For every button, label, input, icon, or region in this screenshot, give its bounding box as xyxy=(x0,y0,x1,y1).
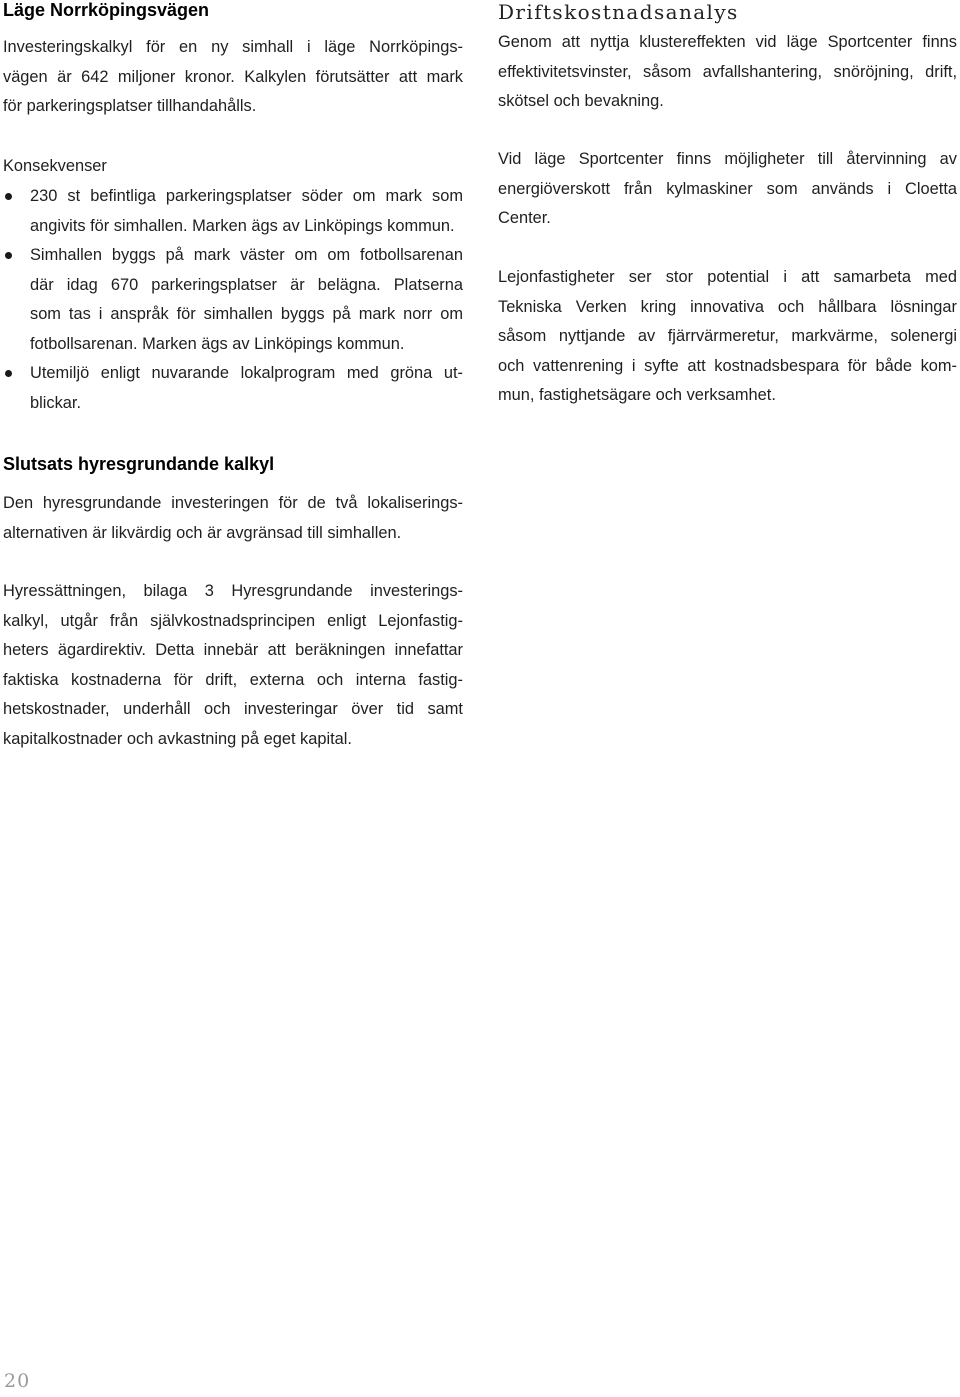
paragraph-line: faktiska kostnaderna för drift, externa och interna fastig- xyxy=(3,670,463,689)
list-item xyxy=(3,241,463,359)
list-item-line: angivits för simhallen. Marken ägs av Linköpings kommun. xyxy=(30,216,455,235)
section-heading-slutsats: Slutsats hyresgrundande kalkyl xyxy=(3,454,275,474)
paragraph-line: Tekniska Verken kring innovativa och hållbara lösningar xyxy=(498,297,957,316)
paragraph-line: kapitalkostnader och avkastning på eget kapital. xyxy=(3,729,352,748)
paragraph-line: såsom nyttjande av fjärrvärmeretur, markvärme, solenergi xyxy=(498,327,957,345)
intro-paragraph xyxy=(3,33,463,122)
list-item-line: Utemiljö enligt nuvarande lokalprogram med gröna ut- xyxy=(30,364,463,382)
list-item-line: där idag 670 parkeringsplatser är belägna. Platserna xyxy=(30,275,463,294)
conclusion-paragraph-1 xyxy=(3,489,463,548)
list-item xyxy=(3,359,463,418)
driftskostnad-paragraph-3 xyxy=(498,263,957,411)
paragraph-line: effektivitetsvinster, såsom avfallshantering, snöröjning, drift, xyxy=(498,62,957,81)
intro-line: vägen är 642 miljoner kronor. Kalkylen förutsätter att mark xyxy=(3,67,463,86)
paragraph-line: Lejonfastigheter ser stor potential i att samarbeta med xyxy=(498,268,957,286)
paragraph-line: Genom att nyttja klustereffekten vid läge Sportcenter finns xyxy=(498,33,957,51)
intro-line: för parkeringsplatser tillhandahålls. xyxy=(3,97,257,115)
list-item-line: Simhallen byggs på mark väster om om fotbollsarenan xyxy=(30,246,463,264)
bullet-icon xyxy=(5,370,12,377)
paragraph-line: Den hyresgrundande investeringen för de två lokaliserings- xyxy=(3,494,463,512)
list-item-line: fotbollsarenan. Marken ägs av Linköpings kommun. xyxy=(30,334,405,353)
paragraph-line: Center. xyxy=(498,209,551,227)
list-item-line: 230 st befintliga parkeringsplatser söder om mark som xyxy=(30,187,463,205)
paragraph-line: Hyressättningen, bilaga 3 Hyresgrundande investerings- xyxy=(3,582,463,600)
conclusion-paragraph-2 xyxy=(3,577,463,754)
paragraph-line: heters ägardirektiv. Detta innebär att beräkningen innefattar xyxy=(3,641,463,659)
paragraph-line: skötsel och bevakning. xyxy=(498,92,664,110)
bullet-icon xyxy=(5,252,12,259)
list-item-line: blickar. xyxy=(30,393,82,412)
paragraph-line: mun, fastighetsägare och verksamhet. xyxy=(498,386,776,404)
section-heading-norrkopingsvagen: Läge Norrköpingsvägen xyxy=(3,0,210,20)
intro-line: Investeringskalkyl för en ny simhall i läge Norrköpings- xyxy=(3,38,463,56)
list-item-line: som tas i anspråk för simhallen byggs på mark norr om xyxy=(30,305,463,323)
section-heading-driftskostnadsanalys: Driftskostnadsanalys xyxy=(498,0,739,24)
paragraph-line: alternativen är likvärdig och är avgränsad till simhallen. xyxy=(3,523,402,542)
paragraph-line: Vid läge Sportcenter finns möjligheter till återvinning av xyxy=(498,150,957,168)
list-item xyxy=(3,182,463,241)
paragraph-line: och vattenrening i syfte att kostnadsbespara för både kom- xyxy=(498,356,957,375)
driftskostnad-paragraph-2 xyxy=(498,145,957,234)
paragraph-line: energiöverskott från kylmaskiner som används i Cloetta xyxy=(498,179,957,198)
bullet-icon xyxy=(5,193,12,200)
consequences-list xyxy=(3,182,463,418)
page-number: 20 xyxy=(4,1370,31,1392)
consequences-label: Konsekvenser xyxy=(3,157,107,175)
driftskostnad-paragraph-1 xyxy=(498,28,957,117)
paragraph-line: kalkyl, utgår från självkostnadsprincipen enligt Lejonfastig- xyxy=(3,611,463,630)
paragraph-line: hetskostnader, underhåll och investeringar över tid samt xyxy=(3,700,463,718)
